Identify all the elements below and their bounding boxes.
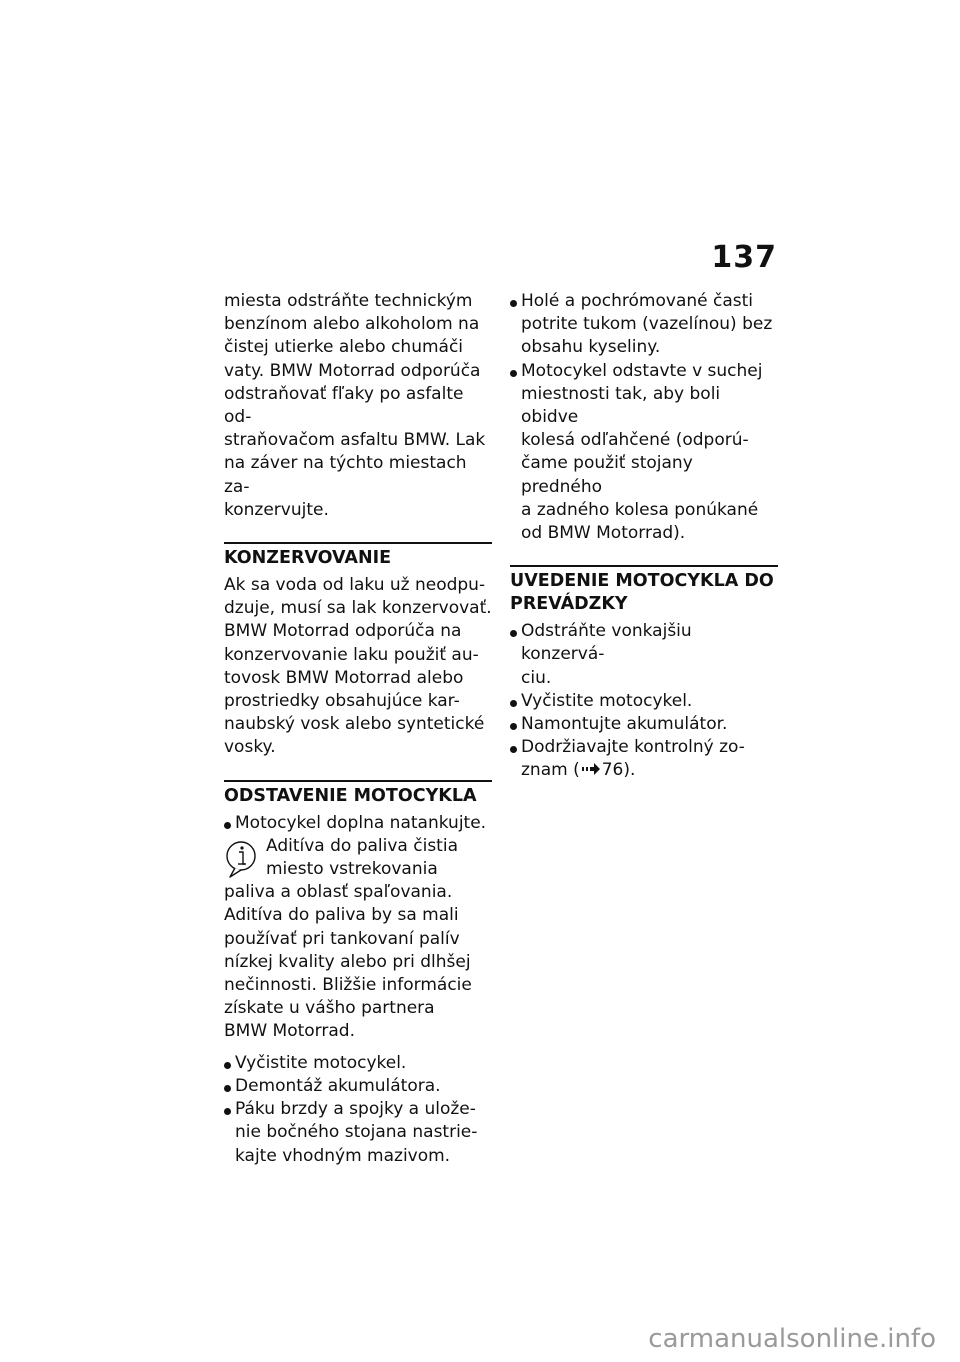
list-item-text-end: ). xyxy=(623,760,636,781)
info-note xyxy=(224,835,492,1044)
list-item xyxy=(510,736,778,782)
konzervovanie-paragraph: Ak sa voda od laku už neodpu- dzuje, musí sa lak konzervovať. BMW Motorrad odporúča na konzervovanie laku použiť au- tovosk BMW Motorrad alebo prostriedky obsahujúce kar- naubský vosk alebo syntetické vosky. xyxy=(224,575,492,758)
list-item xyxy=(510,713,778,736)
section-uvedenie xyxy=(510,565,778,782)
bullet-dot xyxy=(510,723,517,730)
list-item-text: Vyčistite motocykel. xyxy=(235,1052,407,1073)
bullet-dot xyxy=(510,630,517,637)
section-heading: KONZERVOVANIE xyxy=(224,548,392,569)
list-item xyxy=(510,620,778,690)
heading-rule xyxy=(224,780,492,782)
list-item xyxy=(224,1075,492,1098)
heading-rule xyxy=(224,542,492,544)
bullet-dot xyxy=(510,370,517,377)
arrow-right-icon xyxy=(582,763,600,775)
bullet-dot xyxy=(510,746,517,753)
list-item-text: Dodržiavajte kontrolný zo- znam ( xyxy=(521,737,745,781)
list-item-text: Holé a pochrómované časti potrite tukom (vazelínou) bez obsahu kyseliny. xyxy=(521,291,773,358)
heading-rule xyxy=(510,565,778,567)
bullet-list xyxy=(510,290,778,545)
bullet-dot xyxy=(510,700,517,707)
bullet-dot xyxy=(510,300,517,307)
bullet-list xyxy=(510,620,778,782)
bullet-dot xyxy=(224,1108,231,1115)
list-item-text: Motocykel odstavte v suchej miestnosti tak, aby boli obidve kolesá odľahčené (odporú- čame použiť stojany predného a zadného kolesa ponúkané od BMW Motorrad). xyxy=(521,360,763,544)
right-column xyxy=(510,290,778,783)
list-item xyxy=(510,690,778,713)
list-item xyxy=(224,1098,492,1168)
bullet-list xyxy=(224,812,492,835)
list-item xyxy=(510,290,778,360)
list-item xyxy=(224,812,492,835)
bullet-list xyxy=(224,1052,492,1168)
list-item-text: Odstráňte vonkajšiu konzervá- ciu. xyxy=(521,621,692,688)
list-item-text: Motocykel doplna natankujte. xyxy=(235,812,487,833)
page-number: 137 xyxy=(711,240,777,275)
left-column xyxy=(224,290,492,1168)
watermark: carmanualsonline.info xyxy=(648,1324,936,1354)
note-body: paliva a oblasť spaľovania. Aditíva do paliva by sa mali používať pri tankovaní palív nízkej kvality alebo pri dlhšej nečinnosti. Bližšie informácie získate u vášho partnera BMW Motorrad. xyxy=(224,882,472,1042)
section-heading: ODSTAVENIE MOTOCYKLA xyxy=(224,785,477,806)
crossref-page[interactable]: 76 xyxy=(601,760,624,781)
section-heading: UVEDENIE MOTOCYKLA DO PREVÁDZKY xyxy=(510,571,774,615)
list-item xyxy=(510,360,778,546)
list-item-text: Vyčistite motocykel. xyxy=(521,690,693,711)
list-item-text: Namontujte akumulátor. xyxy=(521,714,728,735)
list-item-text: Páku brzdy a spojky a ulože- nie bočného stojana nastrie- kajte vhodným mazivom. xyxy=(235,1099,478,1166)
list-item-text: Demontáž akumulátora. xyxy=(235,1075,441,1096)
section-konzervovanie xyxy=(224,542,492,760)
info-icon xyxy=(224,839,258,881)
intro-paragraph: miesta odstráňte technickým benzínom alebo alkoholom na čistej utierke alebo chumáči vaty. BMW Motorrad odporúča odstraňovať fľaky po asfalte od- straňovačom asfaltu BMW. Lak na záver na týchto miestach za- konzervujte. xyxy=(224,291,486,520)
note-head: Aditíva do paliva čistia miesto vstrekovania xyxy=(266,835,458,880)
list-item xyxy=(224,1052,492,1075)
bullet-dot xyxy=(224,1062,231,1069)
bullet-dot xyxy=(224,1085,231,1092)
bullet-dot xyxy=(224,822,231,829)
section-odstavenie xyxy=(224,780,492,1168)
